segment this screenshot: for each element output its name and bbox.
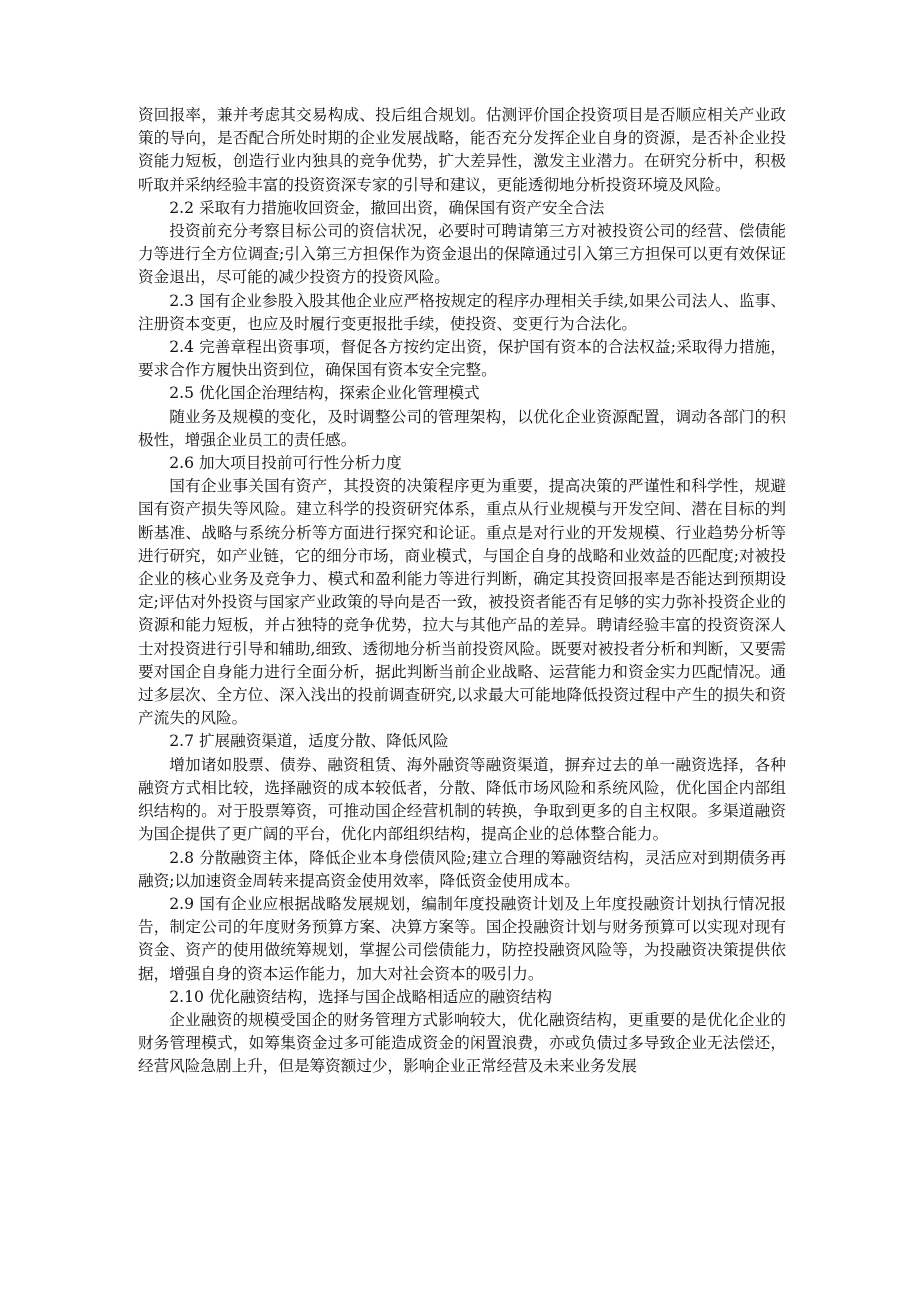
paragraph-2-5-body: 随业务及规模的变化，及时调整公司的管理架构，以优化企业资源配置，调动各部门的积极性，增强企业员工的责任感。 [138,407,786,449]
paragraph-2-7-body: 增加诸如股票、债券、融资租赁、海外融资等融资渠道，摒弃过去的单一融资选择，各种融资方式相比较，选择融资的成本较低者，分散、降低市场风险和系统风险，优化国企内部组织结构的。对于股票筹资，可推动国企经营机制的转换，争取到更多的自主权限。多渠道融资为国企提供了更广阔的平台，优化内部组织结构，提高企业的总体整合能力。 [138,755,786,844]
section-heading-2-6: 2.6 加大项目投前可行性分析力度 [169,454,402,473]
section-heading-2-2: 2.2 采取有力措施收回资金，撤回出资，确保国有资产安全合法 [169,198,605,217]
paragraph-2-3: 2.3 国有企业参股入股其他企业应严格按规定的程序办理相关手续,如果公司法人、监事、注册资本变更，也应及时履行变更报批手续，使投资、变更行为合法化。 [138,291,786,333]
document-body [138,104,786,1079]
paragraph-2-9: 2.9 国有企业应根据战略发展规划，编制年度投融资计划及上年度投融资计划执行情况报告，制定公司的年度财务预算方案、决算方案等。国企投融资计划与财务预算可以实现对现有资金、资产的使用做统筹规划，掌握公司偿债能力，防控投融资风险等，为投融资决策提供依据，增强自身的资本运作能力，加大对社会资本的吸引力。 [138,894,786,983]
paragraph-2-8: 2.8 分散融资主体，降低企业本身偿债风险;建立合理的筹融资结构，灵活应对到期债务再融资;以加速资金周转来提高资金使用效率，降低资金使用成本。 [138,848,786,890]
section-heading-2-10: 2.10 优化融资结构，选择与国企战略相适应的融资结构 [169,987,552,1006]
paragraph-intro-continued: 资回报率，兼并考虑其交易构成、投后组合规划。估测评价国企投资项目是否顺应相关产业政策的导向，是否配合所处时期的企业发展战略，能否充分发挥企业自身的资源，是否补企业投资能力短板，创造行业内独具的竞争优势，扩大差异性，激发主业潜力。在研究分析中，积极听取并采纳经验丰富的投资资深专家的引导和建议，更能透彻地分析投资环境及风险。 [138,106,786,194]
section-heading-2-5: 2.5 优化国企治理结构，探索企业化管理模式 [169,384,480,403]
paragraph-2-2-body: 投资前充分考察目标公司的资信状况，必要时可聘请第三方对被投资公司的经营、偿债能力等进行全方位调查;引入第三方担保作为资金退出的保障通过引入第三方担保可以更有效保证资金退出，尽可能的减少投资方的投资风险。 [138,222,786,287]
paragraph-2-10-body: 企业融资的规模受国企的财务管理方式影响较大，优化融资结构，更重要的是优化企业的财务管理模式，如筹集资金过多可能造成资金的闲置浪费，亦或负债过多导致企业无法偿还，经营风险急剧上升，但是筹资额过少，影响企业正常经营及未来业务发展 [138,1010,786,1076]
paragraph-2-6-body: 国有企业事关国有资产，其投资的决策程序更为重要，提高决策的严谨性和科学性，规避国有资产损失等风险。建立科学的投资研究体系，重点从行业规模与开发空间、潜在目标的判断基准、战略与系统分析等方面进行探究和论证。重点是对行业的开发规模、行业趋势分析等进行研究，如产业链，它的细分市场，商业模式，与国企自身的战略和业效益的匹配度;对被投企业的核心业务及竞争力、模式和盈利能力等进行判断，确定其投资回报率是否能达到预期设定;评估对外投资与国家产业政策的导向是否一致，被投资者能否有足够的实力弥补投资企业的资源和能力短板，并占独特的竞争优势，拉大与其他产品的差异。聘请经验丰富的投资资深人士对投资进行引导和辅助,细致、透彻地分析当前投资风险。既要对被投者分析和判断，又要需要对国企自身能力进行全面分析，据此判断当前企业战略、运营能力和资金实力匹配情况。通过多层次、全方位、深入浅出的投前调查研究,以求最大可能地降低投资过程中产生的损失和资产流失的风险。 [138,477,786,728]
section-heading-2-7: 2.7 扩展融资渠道，适度分散、降低风险 [169,732,449,751]
paragraph-2-4: 2.4 完善章程出资事项，督促各方按约定出资，保护国有资本的合法权益;采取得力措施，要求合作方履快出资到位，确保国有资本安全完整。 [138,338,786,380]
